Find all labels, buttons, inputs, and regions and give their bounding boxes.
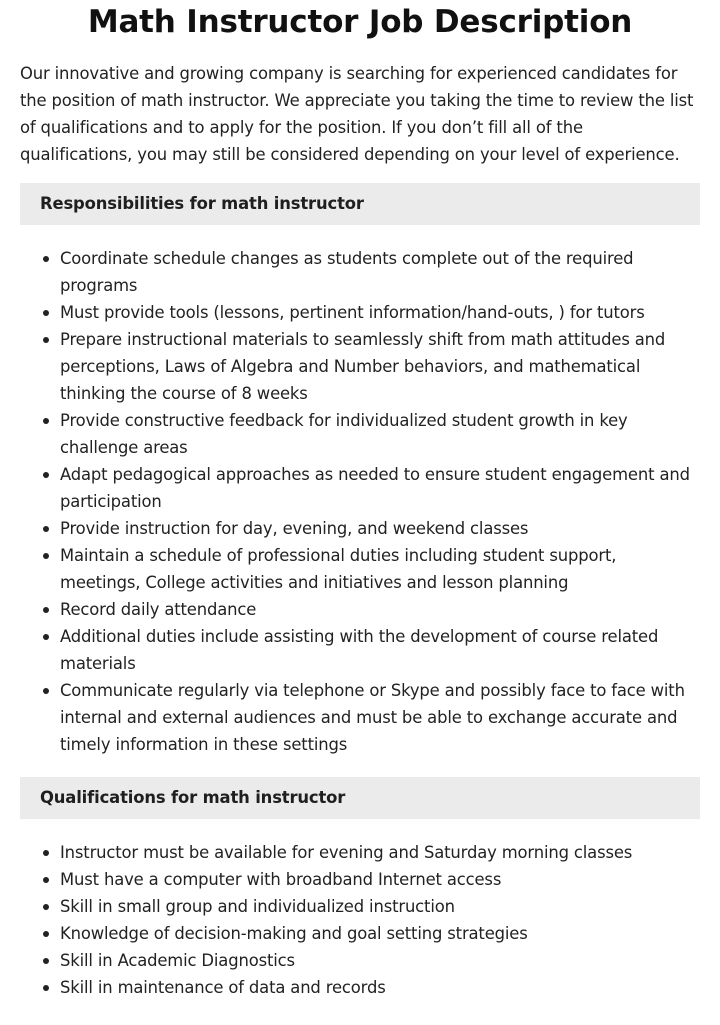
list-item: Prepare instructional materials to seamlessly shift from math attitudes and perceptions, Laws of Algebra and Number behaviors, and mathematical thinking the course of 8 weeks <box>60 326 700 407</box>
bullet-icon <box>43 877 49 883</box>
list-item: Knowledge of decision-making and goal setting strategies <box>60 920 700 947</box>
bullet-icon <box>43 634 49 640</box>
bullet-icon <box>43 904 49 910</box>
list-item: Coordinate schedule changes as students complete out of the required programs <box>60 245 700 299</box>
qualifications-list <box>20 839 700 1001</box>
list-item: Communicate regularly via telephone or Skype and possibly face to face with internal and external audiences and must be able to exchange accurate and timely information in these settings <box>60 677 700 758</box>
list-item: Adapt pedagogical approaches as needed to ensure student engagement and participation <box>60 461 700 515</box>
list-item: Skill in small group and individualized instruction <box>60 893 700 920</box>
list-item: Must provide tools (lessons, pertinent information/hand-outs, ) for tutors <box>60 299 700 326</box>
responsibilities-list <box>20 245 700 758</box>
bullet-icon <box>43 958 49 964</box>
bullet-icon <box>43 418 49 424</box>
list-item: Provide constructive feedback for individualized student growth in key challenge areas <box>60 407 700 461</box>
list-item: Skill in maintenance of data and records <box>60 974 700 1001</box>
bullet-icon <box>43 553 49 559</box>
bullet-icon <box>43 931 49 937</box>
intro-paragraph: Our innovative and growing company is searching for experienced candidates for the position of math instructor. We appreciate you taking the time to review the list of qualifications and to apply for the position. If you don’t fill all of the qualifications, you may still be considered depending on your level of experience. <box>20 64 694 164</box>
bullet-icon <box>43 985 49 991</box>
list-item: Maintain a schedule of professional duties including student support, meetings, College activities and initiatives and lesson planning <box>60 542 700 596</box>
list-item: Record daily attendance <box>60 596 700 623</box>
list-item: Skill in Academic Diagnostics <box>60 947 700 974</box>
bullet-icon <box>43 850 49 856</box>
list-item: Instructor must be available for evening and Saturday morning classes <box>60 839 700 866</box>
responsibilities-heading: Responsibilities for math instructor <box>20 183 700 225</box>
list-item: Provide instruction for day, evening, and weekend classes <box>60 515 700 542</box>
bullet-icon <box>43 256 49 262</box>
bullet-icon <box>43 337 49 343</box>
bullet-icon <box>43 688 49 694</box>
list-item: Additional duties include assisting with the development of course related materials <box>60 623 700 677</box>
qualifications-heading: Qualifications for math instructor <box>20 777 700 819</box>
list-item: Must have a computer with broadband Internet access <box>60 866 700 893</box>
bullet-icon <box>43 526 49 532</box>
page-title: Math Instructor Job Description <box>87 4 633 40</box>
bullet-icon <box>43 472 49 478</box>
bullet-icon <box>43 607 49 613</box>
bullet-icon <box>43 310 49 316</box>
